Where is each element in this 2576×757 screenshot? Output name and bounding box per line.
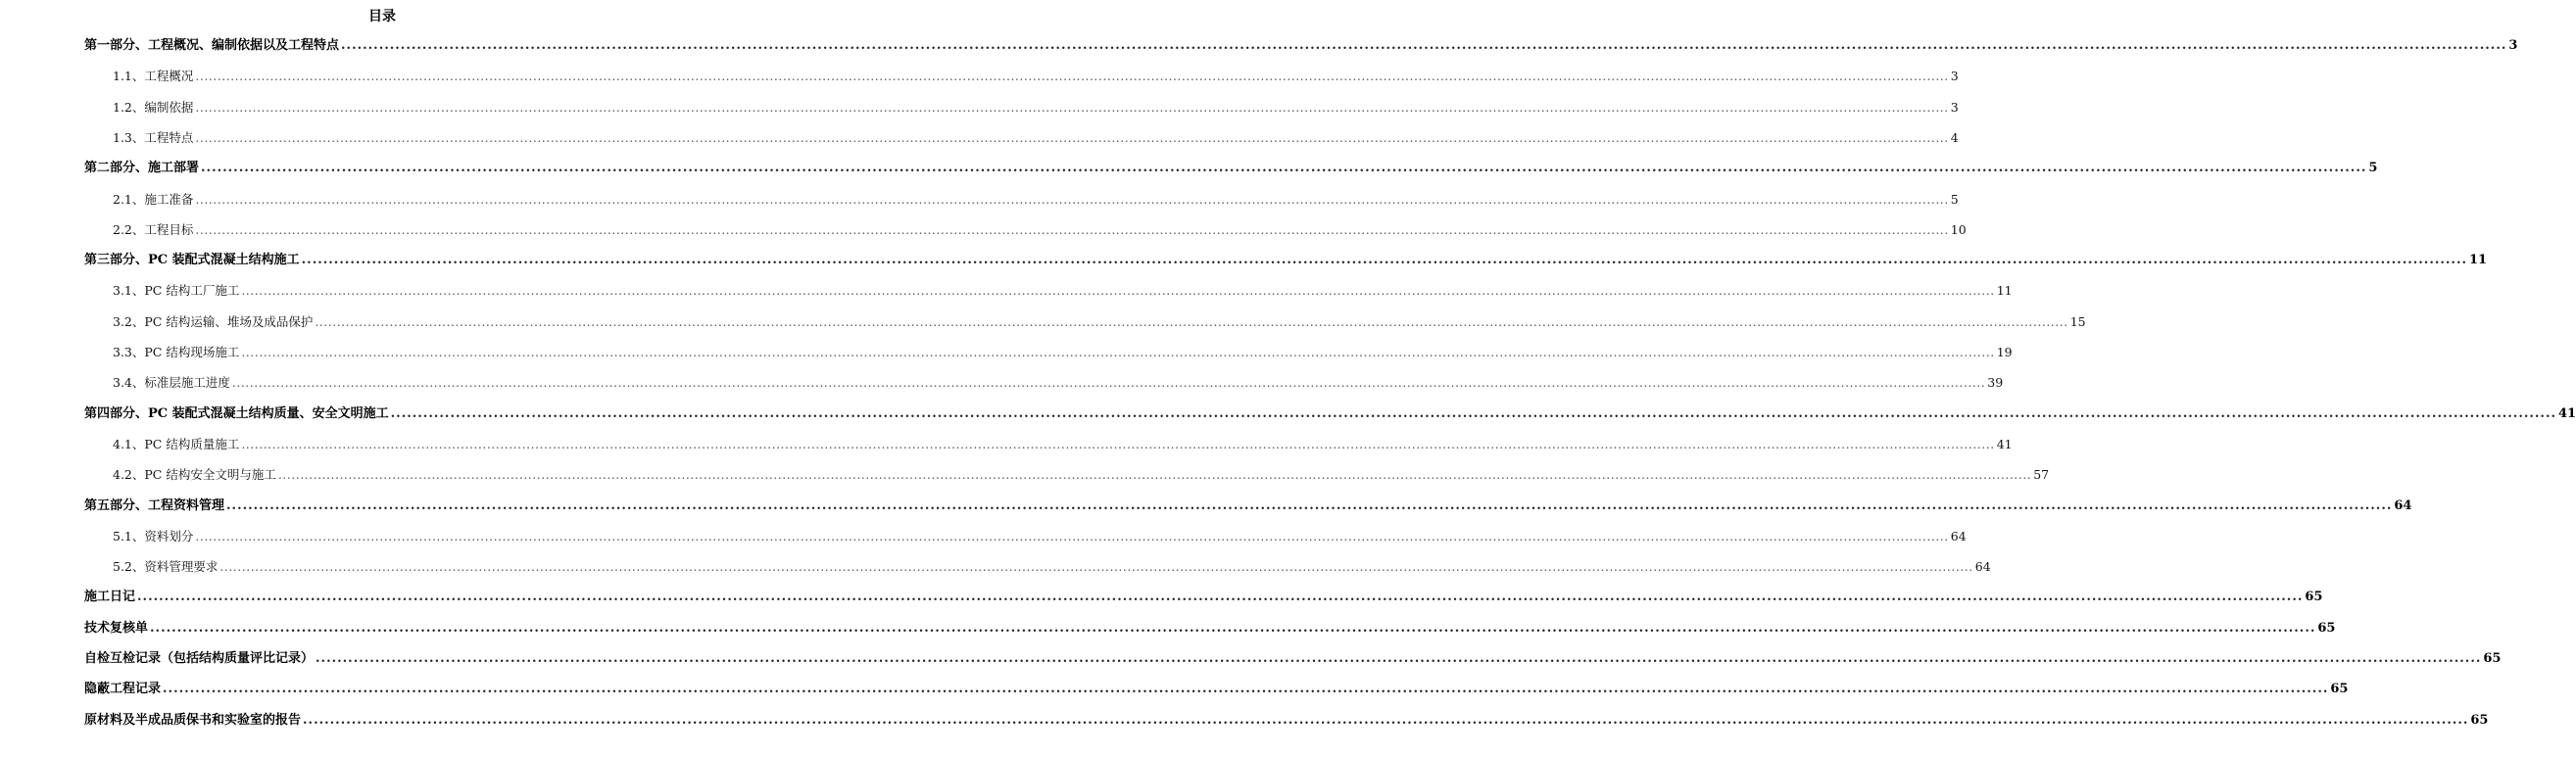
toc-dot-leader: ................................................................................................................................................................................................................................................................................................................................................................................................................	[137, 590, 2304, 604]
toc-entry-section[interactable]	[113, 435, 2013, 454]
toc-entry-part[interactable]	[84, 251, 2488, 270]
toc-entry-title: 5.1、资料划分	[113, 529, 194, 544]
toc-dot-leader: ................................................................................................................................................................................................................................................................................................................................................................................................................	[201, 161, 2367, 175]
toc-dot-leader: ................................................................................................................................................................................................................................................................................................................................................................................................................	[241, 345, 1995, 359]
toc-entry-part[interactable]	[84, 711, 2489, 731]
toc-entry-section[interactable]	[113, 527, 1967, 546]
toc-entry-title: 第四部分、PC 装配式混凝土结构质量、安全文明施工	[84, 406, 389, 421]
toc-page-number: 41	[2558, 406, 2576, 421]
toc-entry-part[interactable]	[84, 159, 2378, 178]
toc-dot-leader: ................................................................................................................................................................................................................................................................................................................................................................................................................	[241, 437, 1995, 451]
toc-dot-leader: ................................................................................................................................................................................................................................................................................................................................................................................................................	[303, 713, 2469, 728]
toc-entry-section[interactable]	[113, 373, 2004, 393]
toc-entry-title: 施工日记	[84, 590, 136, 604]
toc-page-number: 15	[2069, 314, 2086, 329]
toc-page-number: 65	[2305, 590, 2323, 604]
toc-entry-title: 第三部分、PC 装配式混凝土结构施工	[84, 253, 300, 267]
toc-dot-leader: ................................................................................................................................................................................................................................................................................................................................................................................................................	[231, 375, 1986, 390]
toc-page-number: 11	[1996, 283, 2013, 298]
toc-entry-title: 3.4、标准层施工进度	[113, 375, 230, 390]
toc-page-number: 65	[2470, 713, 2489, 728]
toc-entry-title: 1.2、编制依据	[113, 100, 194, 115]
toc-entry-title: 隐蔽工程记录	[84, 682, 162, 696]
toc-entry-title: 2.2、工程目标	[113, 222, 194, 237]
toc-entry-title: 1.3、工程特点	[113, 130, 194, 145]
toc-entry-title: 原材料及半成品质保书和实验室的报告	[84, 713, 302, 728]
toc-page-number: 3	[1950, 100, 1959, 115]
toc-entry-part[interactable]	[84, 497, 2412, 516]
toc-dot-leader: ................................................................................................................................................................................................................................................................................................................................................................................................................	[241, 283, 1995, 298]
toc-entry-title: 自检互检记录（包括结构质量评比记录）	[84, 651, 315, 666]
toc-dot-leader: ................................................................................................................................................................................................................................................................................................................................................................................................................	[226, 498, 2393, 513]
toc-page-number: 64	[2394, 498, 2412, 513]
toc-entry-title: 5.2、资料管理要求	[113, 559, 219, 574]
toc-entry-section[interactable]	[113, 190, 1959, 210]
toc-dot-leader: ................................................................................................................................................................................................................................................................................................................................................................................................................	[316, 651, 2482, 666]
toc-page-number: 3	[2508, 38, 2518, 53]
toc-dot-leader: ................................................................................................................................................................................................................................................................................................................................................................................................................	[195, 222, 1949, 237]
toc-entry-title: 1.1、工程概况	[113, 69, 194, 83]
toc-entry-part[interactable]	[84, 36, 2518, 56]
toc-dot-leader: ................................................................................................................................................................................................................................................................................................................................................................................................................	[195, 529, 1949, 544]
toc-page-number: 64	[1950, 529, 1967, 544]
toc-page-number: 11	[2469, 253, 2488, 267]
toc-entry-part[interactable]	[84, 404, 2576, 424]
toc-entry-section[interactable]	[113, 128, 1959, 148]
toc-entry-part[interactable]	[84, 680, 2349, 699]
toc-dot-leader: ................................................................................................................................................................................................................................................................................................................................................................................................................	[163, 682, 2329, 696]
toc-entry-part[interactable]	[84, 588, 2323, 607]
toc-entry-title: 3.1、PC 结构工厂施工	[113, 283, 240, 298]
toc-page-number: 57	[2033, 467, 2050, 482]
toc-page-number: 65	[2483, 651, 2502, 666]
toc-dot-leader: ................................................................................................................................................................................................................................................................................................................................................................................................................	[301, 253, 2468, 267]
toc-dot-leader: ................................................................................................................................................................................................................................................................................................................................................................................................................	[195, 69, 1949, 83]
toc-entry-section[interactable]	[113, 281, 2013, 301]
toc-dot-leader: ................................................................................................................................................................................................................................................................................................................................................................................................................	[195, 130, 1949, 145]
toc-entry-section[interactable]	[113, 312, 2086, 332]
toc-entry-title: 2.1、施工准备	[113, 192, 194, 207]
toc-entry-title: 技术复核单	[84, 621, 149, 636]
toc-entry-title: 第二部分、施工部署	[84, 161, 200, 175]
toc-dot-leader: ................................................................................................................................................................................................................................................................................................................................................................................................................	[195, 100, 1949, 115]
toc-entry-section[interactable]	[113, 343, 2013, 362]
toc-dot-leader: ................................................................................................................................................................................................................................................................................................................................................................................................................	[390, 406, 2557, 421]
toc-dot-leader: ................................................................................................................................................................................................................................................................................................................................................................................................................	[150, 621, 2316, 636]
toc-entry-part[interactable]	[84, 619, 2336, 639]
toc-page-number: 5	[1950, 192, 1959, 207]
toc-page-number: 65	[2317, 621, 2336, 636]
toc-dot-leader: ................................................................................................................................................................................................................................................................................................................................................................................................................	[277, 467, 2032, 482]
toc-entry-section[interactable]	[113, 67, 1959, 86]
toc-entry-title: 4.1、PC 结构质量施工	[113, 437, 240, 451]
toc-dot-leader: ................................................................................................................................................................................................................................................................................................................................................................................................................	[315, 314, 2068, 329]
toc-entry-part[interactable]	[84, 649, 2502, 669]
toc-page-number: 19	[1996, 345, 2013, 359]
toc-page-number: 5	[2368, 161, 2378, 175]
toc-page-number: 4	[1950, 130, 1959, 145]
toc-dot-leader: ................................................................................................................................................................................................................................................................................................................................................................................................................	[195, 192, 1949, 207]
toc-entry-title: 第一部分、工程概况、编制依据以及工程特点	[84, 38, 340, 53]
toc-page-number: 65	[2330, 682, 2349, 696]
toc-dot-leader: ................................................................................................................................................................................................................................................................................................................................................................................................................	[341, 38, 2507, 53]
toc-page-number: 39	[1987, 375, 2004, 390]
toc-entry-section[interactable]	[113, 557, 1991, 577]
toc-entry-title: 4.2、PC 结构安全文明与施工	[113, 467, 276, 482]
toc-entry-section[interactable]	[113, 98, 1959, 118]
toc-entry-title: 3.2、PC 结构运输、堆场及成品保护	[113, 314, 314, 329]
toc-page-number: 41	[1996, 437, 2013, 451]
toc-entry-section[interactable]	[113, 220, 1967, 240]
toc-page-number: 3	[1950, 69, 1959, 83]
toc-page-number: 64	[1974, 559, 1991, 574]
toc-title: 目录	[368, 9, 396, 24]
toc-entry-title: 3.3、PC 结构现场施工	[113, 345, 240, 359]
toc-entry-section[interactable]	[113, 465, 2050, 485]
toc-dot-leader: ................................................................................................................................................................................................................................................................................................................................................................................................................	[219, 559, 1973, 574]
toc-entry-title: 第五部分、工程资料管理	[84, 498, 225, 513]
toc-page-number: 10	[1950, 222, 1967, 237]
